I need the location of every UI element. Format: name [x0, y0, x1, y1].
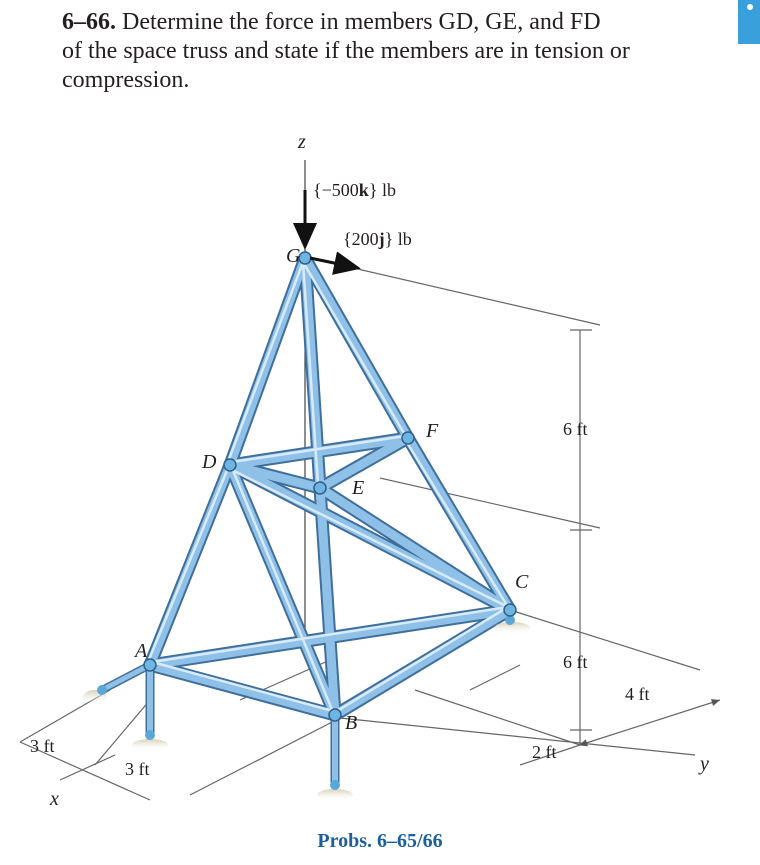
- joint-C: [504, 604, 516, 616]
- joint-label-G: G: [286, 245, 301, 267]
- dim-c-offset: 2 ft: [532, 742, 557, 762]
- joint-label-E: E: [352, 477, 365, 499]
- four-ft-dim-line: [580, 700, 720, 745]
- x-ref-line-mid: [95, 700, 150, 765]
- problem-line-2: of the space truss and state if the members are in tension or: [62, 38, 630, 64]
- member-EC: [320, 488, 510, 610]
- joint-F: [402, 432, 414, 444]
- joint-label-B: B: [345, 712, 358, 734]
- vertical-load-label: {−500k} lb: [313, 180, 396, 200]
- e-ref-line: [380, 478, 600, 528]
- dimension-lines: [20, 258, 720, 800]
- member-AB: [150, 665, 335, 715]
- problem-line-1: Determine the force in members GD, GE, and FD: [122, 9, 601, 35]
- joint-E: [314, 482, 326, 494]
- joint-D: [224, 459, 236, 471]
- dim-lower-height: 6 ft: [563, 652, 588, 672]
- b-ref-line: [415, 690, 580, 745]
- c-ref-line: [510, 610, 700, 670]
- truss-members: [148, 258, 510, 715]
- joint-label-D: D: [202, 451, 217, 473]
- axis-y-label: y: [700, 753, 709, 775]
- joint-label-F: F: [426, 420, 439, 442]
- joint-B: [329, 709, 341, 721]
- support-B-icon: [330, 780, 340, 790]
- x-ref-line-b: [190, 718, 340, 795]
- joint-label-C: C: [515, 571, 529, 593]
- support-A-vertical-icon: [145, 730, 155, 740]
- dim-y-offset: 4 ft: [625, 684, 650, 704]
- axis-x-label: x: [50, 788, 59, 810]
- dim-upper-height: 6 ft: [563, 419, 588, 439]
- axis-z-label: z: [298, 131, 306, 153]
- dim-x-b: 3 ft: [125, 759, 150, 779]
- joint-label-A: A: [135, 640, 148, 662]
- problem-line-3: compression.: [62, 67, 190, 93]
- horizontal-load-label: {200j} lb: [343, 229, 412, 249]
- ground-hatch-2: [470, 665, 520, 690]
- joint-G: [299, 252, 311, 264]
- support-A-horizontal-icon: [97, 685, 107, 695]
- figure-caption: Probs. 6–65/66: [317, 830, 443, 852]
- dim-x-a: 3 ft: [30, 736, 55, 756]
- x-axis-line: [60, 755, 115, 780]
- problem-number: 6–66.: [62, 9, 116, 35]
